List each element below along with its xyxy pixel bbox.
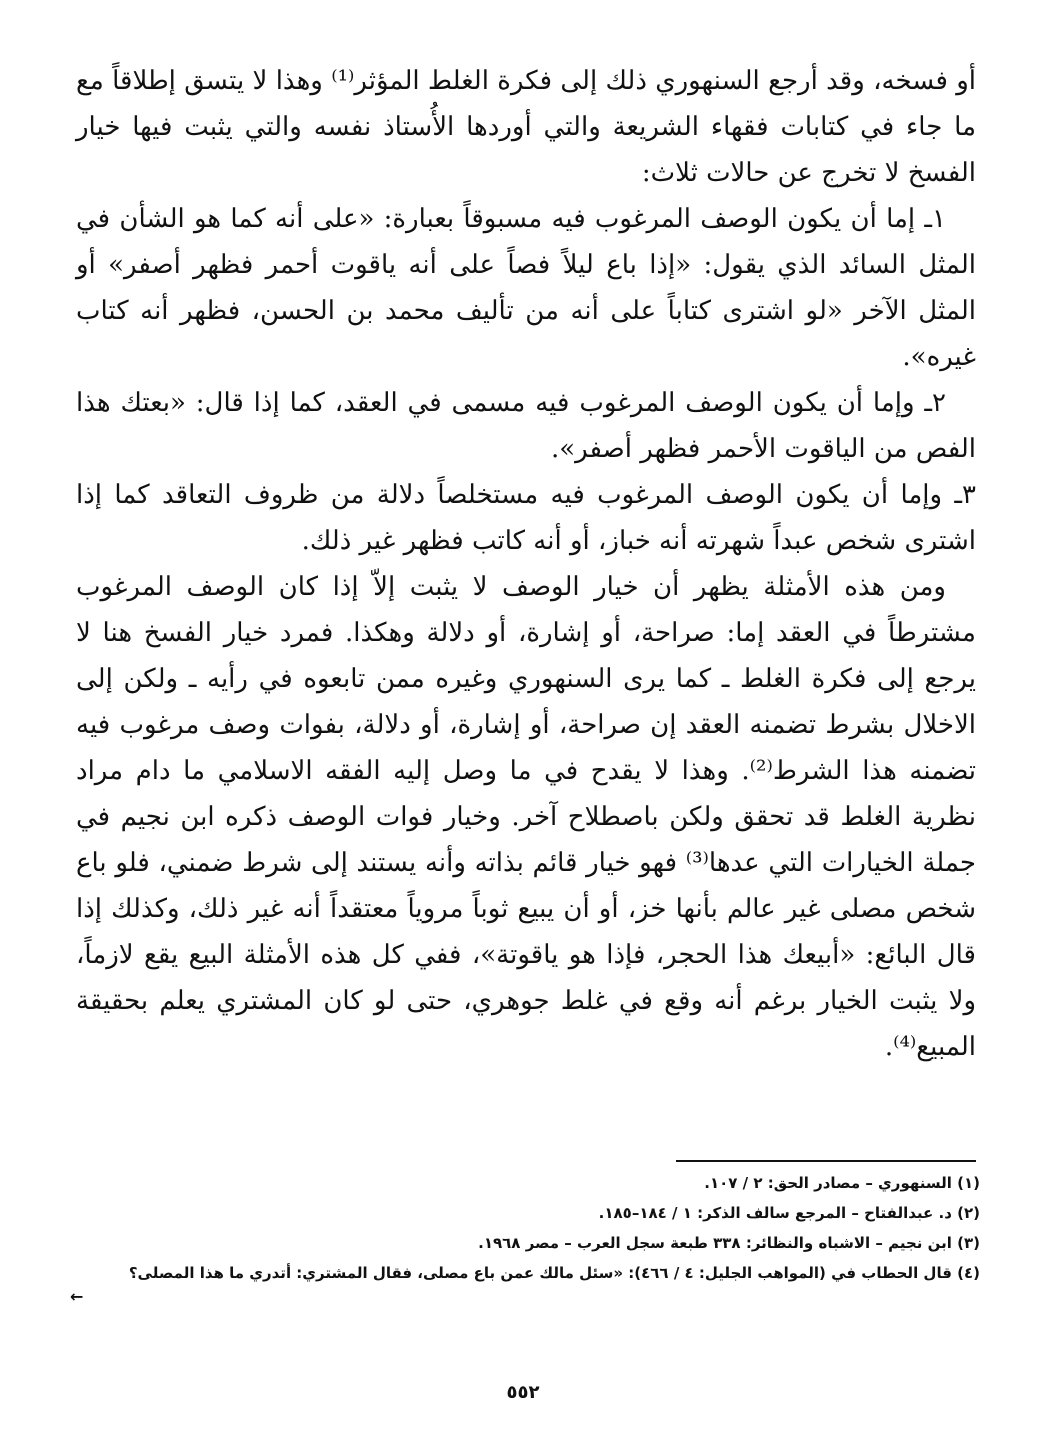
paragraph-intro: أو فسخه، وقد أرجع السنهوري ذلك إلى فكرة الغلط المؤثر⁽¹⁾ وهذا لا يتسق إطلاقاً مع ما جاء في كتابات فقهاء الشريعة والتي أوردها الأُستاذ نفسه والتي يثبت فيها خيار الفسخ لا تخرج عن حالات ثلاث: — [76, 66, 976, 188]
footnotes — [70, 1168, 980, 1306]
footnote-4: (٤) قال الحطاب في (المواهب الجليل: ٤ / ٤٦٦): «سئل مالك عمن باع مصلى، فقال المشتري: أتدري ما هذا المصلى؟ — [128, 1264, 980, 1282]
footnote-1: (١) السنهوري – مصادر الحق: ٢ / ١٠٧. — [704, 1174, 980, 1192]
footnote-3: (٣) ابن نجيم – الاشباه والنظائر: ٣٣٨ طبعة سجل العرب – مصر ١٩٦٨. — [478, 1234, 980, 1252]
footnote-separator — [676, 1160, 976, 1162]
paragraph-case-2: ٢ـ وإما أن يكون الوصف المرغوب فيه مسمى في العقد، كما إذا قال: «بعتك هذا الفص من الياقوت الأحمر فظهر أصفر». — [76, 388, 976, 464]
paragraph-conclusion: ومن هذه الأمثلة يظهر أن خيار الوصف لا يثبت إلاّ إذا كان الوصف المرغوب مشترطاً في العقد إما: صراحة، أو إشارة، أو دلالة وهكذا. فمرد خيار الفسخ هنا لا يرجع إلى فكرة الغلط ـ كما يرى السنهوري وغيره ممن تابعوه في رأيه ـ ولكن إلى الاخلال بشرط تضمنه العقد إن صراحة، أو إشارة، أو دلالة، بفوات وصف مرغوب فيه تضمنه هذا الشرط⁽²⁾. وهذا لا يقدح في ما وصل إليه الفقه الاسلامي ما دام مراد نظرية الغلط قد تحقق ولكن باصطلاح آخر. وخيار فوات الوصف ذكره ابن نجيم في جملة الخيارات التي عدها⁽³⁾ فهو خيار قائم بذاته وأنه يستند إلى شرط ضمني، فلو باع شخص مصلى غير عالم بأنها خز، أو أن يبيع ثوباً مروياً معتقداً أنه غير ذلك، وكذلك إذا قال البائع: «أبيعك هذا الحجر، فإذا هو ياقوتة»، ففي كل هذه الأمثلة البيع يقع لازماً، ولا يثبت الخيار برغم أنه وقع في غلط جوهري، حتى لو كان المشتري يعلم بحقيقة المبيع⁽⁴⁾. — [76, 572, 976, 1062]
main-text — [76, 58, 976, 1070]
paragraph-case-3: ٣ـ وإما أن يكون الوصف المرغوب فيه مستخلصاً دلالة من ظروف التعاقد كما إذا اشترى شخص عبداً شهرته أنه خباز، أو أنه كاتب فظهر غير ذلك. — [76, 480, 976, 556]
page-number: ٥٥٢ — [506, 1382, 540, 1403]
continuation-arrow-icon: ← — [70, 1287, 84, 1306]
paragraph-case-1: ١ـ إما أن يكون الوصف المرغوب فيه مسبوقاً بعبارة: «على أنه كما هو الشأن في المثل السائد الذي يقول: «إذا باع ليلاً فصاً على أنه ياقوت أحمر فظهر أصفر» أو المثل الآخر «لو اشترى كتاباً على أنه من تأليف محمد بن الحسن، فظهر أنه كتاب غيره». — [76, 204, 976, 372]
footnote-2: (٢) د. عبدالفتاح – المرجع سالف الذكر: ١ / ١٨٤–١٨٥. — [598, 1204, 980, 1222]
